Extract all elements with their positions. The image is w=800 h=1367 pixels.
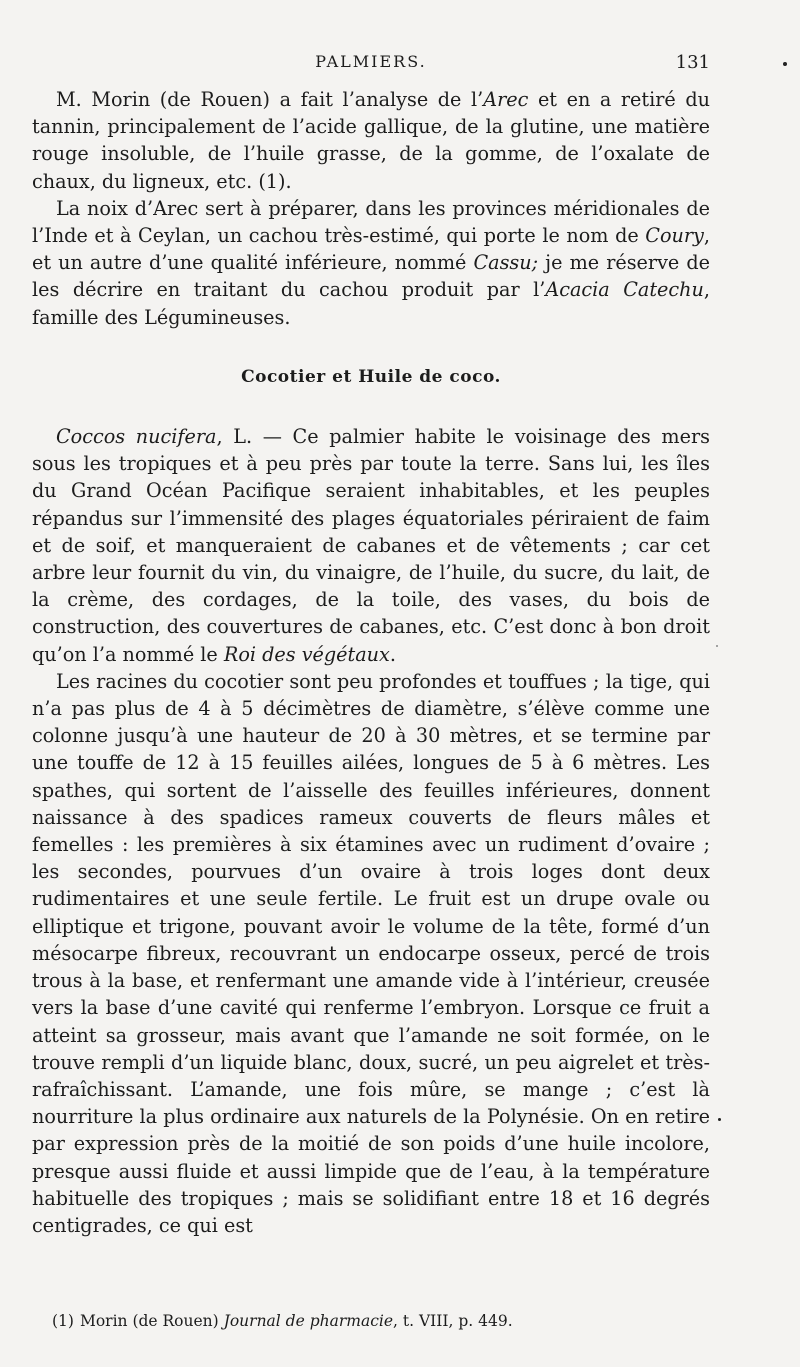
italic-text: Cassu; — [473, 251, 539, 275]
main-text — [32, 86, 710, 1239]
footnote-marker: (1) — [52, 1312, 74, 1330]
text-run: La noix d’Arec sert à préparer, dans les provinces méridionales de l’Inde et à Ceylan, un cachou très-estimé, qui porte le nom de — [32, 196, 710, 248]
text-run: , t. VIII, p. 449. — [393, 1312, 513, 1330]
text-run: Les racines du cocotier sont peu profondes et touffues ; la tige, qui n’a pas plus de 4 à 5 décimètres de diamètre, s’élève comme une colonne jusqu’à une hauteur de 20 à 30 mètres, et se termine par une touffe de 12 à 15 feuilles ailées, longues de 5 à 6 mètres. Les spathes, qui sortent de l’aisselle des feuilles inférieures, donnent naissance à des spadices rameux couverts de fleurs mâles et femelles : les premières à six étamines avec un rudiment d’ovaire ; les secondes, pourvues d’un ovaire à trois loges dont deux rudimentaires et une seule fertile. Le fruit est un drupe ovale ou elliptique et trigone, pouvant avoir le volume de la tête, formé d’un mésocarpe fibreux, recouvrant un endocarpe osseux, percé de trois trous à la base, et renfermant une amande vide à l’intérieur, creusée vers la base d’une cavité qui renferme l’embryon. Lorsque ce fruit a atteint sa grosseur, mais avant que l’amande ne soit formée, on le trouve rempli d’un liquide blanc, doux, sucré, un peu aigrelet et très-rafraîchissant. L’amande, une fois mûre, se mange ; c’est là nourriture la plus ordinaire aux naturels de la Polynésie. On en retire par expression près de la moitié de son poids d’une huile incolore, presque aussi fluide et aussi limpide que de l’eau, à la température habituelle des tropiques ; mais se solidifiant entre 18 et 16 degrés centigrades, ce qui est — [32, 669, 710, 1237]
italic-text: Coccos nucifera — [56, 425, 217, 449]
text-run: M. Morin (de Rouen) a fait l’analyse de l’ — [56, 88, 484, 111]
italic-text: Roi des végétaux — [223, 642, 390, 666]
italic-text: Acacia Catechu — [545, 278, 704, 302]
footnote — [52, 1310, 712, 1332]
page-number: 131 — [675, 52, 710, 73]
italic-text: Coury — [645, 224, 704, 248]
running-title: PALMIERS. — [315, 52, 427, 71]
page-speck — [716, 645, 718, 647]
footnote-text — [80, 1312, 513, 1330]
italic-text: Journal de pharmacie — [223, 1312, 394, 1330]
page-speck — [783, 62, 787, 66]
text-run: Morin (de Rouen) — [79, 1312, 224, 1330]
text-run: je me réserve de les décrire en traitant du cachou produit par l’ — [32, 251, 710, 302]
paragraph — [32, 86, 710, 195]
paragraph — [32, 423, 710, 668]
page-speck — [718, 1118, 721, 1121]
text-run: , L. — Ce palmier habite le voisinage des mers sous les tropiques et à peu près par toute la terre. Sans lui, les îles du Grand Océan Pacifique seraient inhabitables, et les peuples répandus sur l’immensité des plages équatoriales périraient de faim et de soif, et manqueraient de cabanes et de vêtements ; car cet arbre leur fournit du vin, du vinaigre, de l’huile, du sucre, du lait, de la crème, des cordages, de la toile, des vases, du bois de construction, des couvertures de cabanes, etc. C’est donc à bon droit qu’on l’a nommé le — [32, 425, 711, 666]
paragraph — [32, 195, 710, 331]
text-run: , et un autre d’une qualité inférieure, nommé — [32, 224, 710, 275]
page-header — [32, 52, 710, 78]
italic-text: Arec — [483, 88, 529, 111]
text-run: , famille des Légumineuses. — [32, 278, 710, 329]
section-heading: Cocotier et Huile de coco. — [241, 366, 501, 387]
text-run: et en a retiré du tannin, principalement de l’acide gallique, de la glutine, une matière rouge insoluble, de l’huile grasse, de la gomme, de l’oxalate de chaux, du ligneux, etc. (1). — [32, 88, 710, 193]
paragraph — [32, 668, 710, 1239]
text-run: . — [389, 642, 396, 666]
